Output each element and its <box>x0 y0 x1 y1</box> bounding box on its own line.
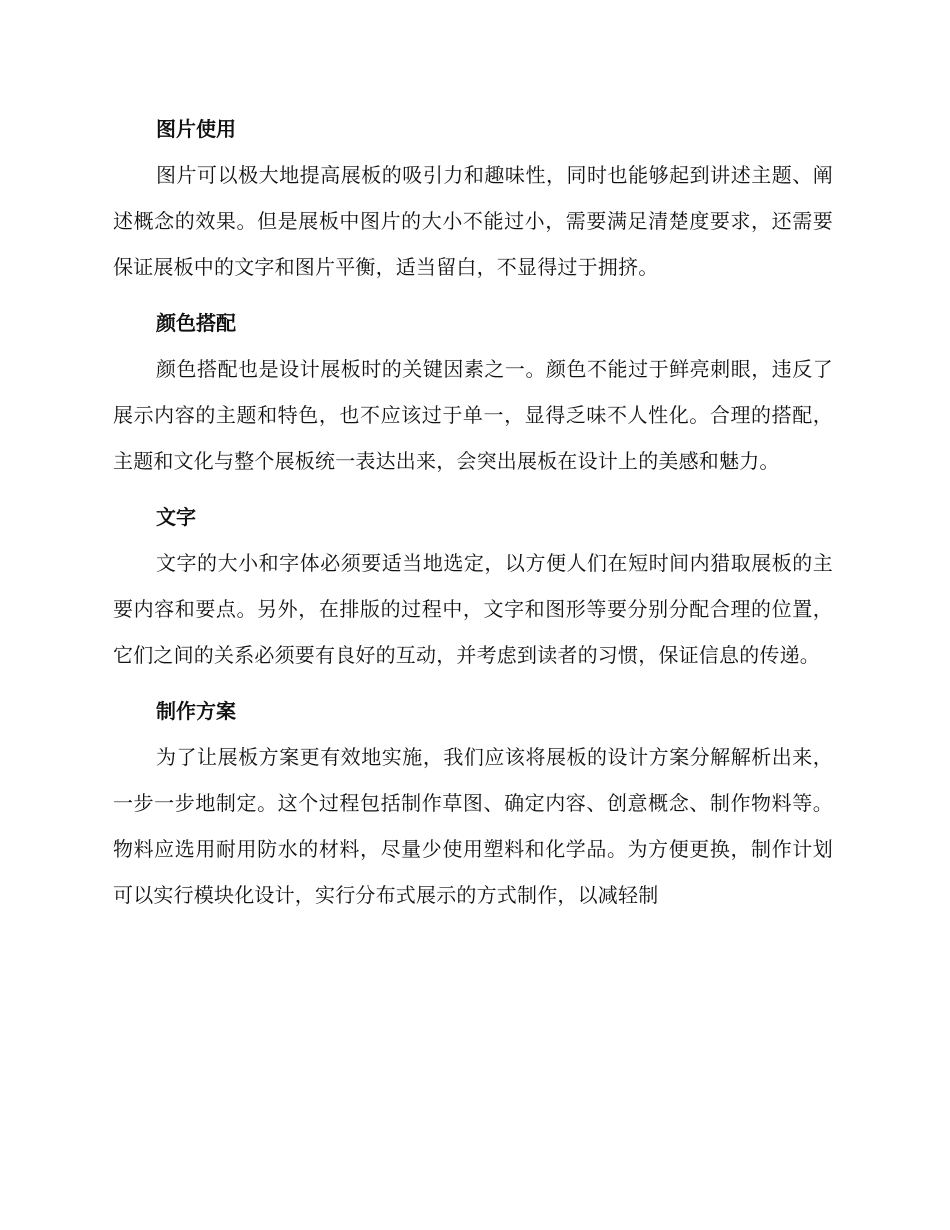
document-page <box>113 106 833 918</box>
section-text <box>113 494 833 678</box>
section-production-plan <box>113 688 833 918</box>
section-heading: 文字 <box>156 505 196 529</box>
section-paragraph: 颜色搭配也是设计展板时的关键因素之一。颜色不能过于鲜亮刺眼，违反了展示内容的主题和特色，也不应该过于单一，显得乏味不人性化。合理的搭配，主题和文化与整个展板统一表达出来，会突出展板在设计上的美感和魅力。 <box>113 357 833 473</box>
section-paragraph: 文字的大小和字体必须要适当地选定，以方便人们在短时间内猎取展板的主要内容和要点。另外，在排版的过程中，文字和图形等要分别分配合理的位置，它们之间的关系必须要有良好的互动，并考虑到读者的习惯，保证信息的传递。 <box>113 551 833 667</box>
section-heading: 图片使用 <box>156 117 236 141</box>
section-paragraph: 为了让展板方案更有效地实施，我们应该将展板的设计方案分解解析出来，一步一步地制定。这个过程包括制作草图、确定内容、创意概念、制作物料等。物料应选用耐用防水的材料，尽量少使用塑料和化学品。为方便更换，制作计划可以实行模块化设计，实行分布式展示的方式制作，以减轻制 <box>113 745 833 907</box>
section-heading: 制作方案 <box>156 699 236 723</box>
section-color-matching <box>113 300 833 484</box>
section-image-usage <box>113 106 833 290</box>
section-heading: 颜色搭配 <box>156 311 236 335</box>
section-paragraph: 图片可以极大地提高展板的吸引力和趣味性，同时也能够起到讲述主题、阐述概念的效果。但是展板中图片的大小不能过小，需要满足清楚度要求，还需要保证展板中的文字和图片平衡，适当留白，不显得过于拥挤。 <box>113 163 833 279</box>
